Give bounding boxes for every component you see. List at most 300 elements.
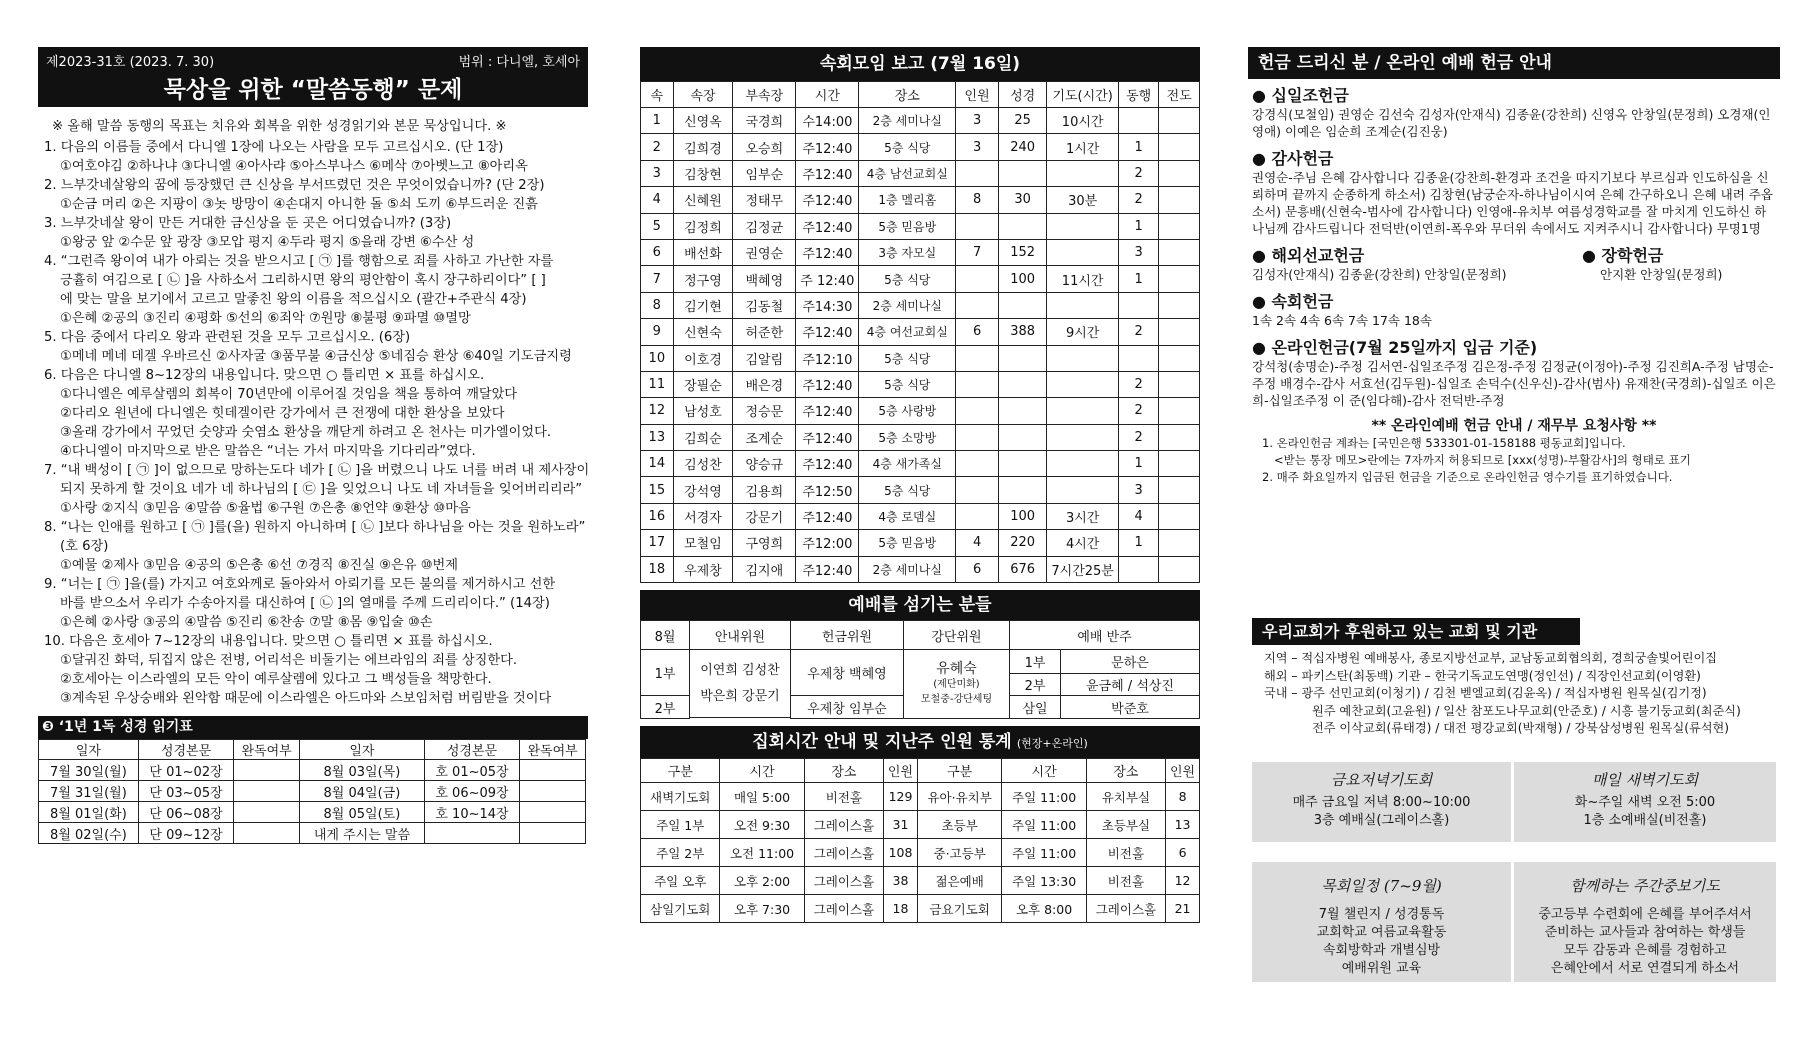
meeting-cell (956, 345, 999, 371)
meeting-cell: 주12:50 (796, 477, 859, 503)
table-row (641, 160, 1200, 186)
meeting-cell: 388 (998, 319, 1046, 345)
meeting-cell (998, 213, 1046, 239)
meeting-cell: 6 (956, 319, 999, 345)
meeting-cell: 주12:40 (796, 451, 859, 477)
meeting-cell (1159, 345, 1200, 371)
meeting-cell (1159, 424, 1200, 450)
meeting-cell: 2층 세미나실 (859, 556, 956, 582)
meeting-cell: 7 (641, 266, 674, 292)
meeting-cell: 정구영 (673, 266, 733, 292)
stats-cell: 그레이스홀 (804, 839, 883, 867)
meeting-report-table (640, 81, 1200, 583)
stats-cell: 비전홀 (804, 783, 883, 811)
offering-header (1248, 47, 1780, 79)
meeting-cell: 1시간 (1047, 134, 1118, 160)
meeting-cell (956, 266, 999, 292)
meeting-column-header: 인원 (956, 82, 999, 108)
meeting-cell: 김기현 (673, 292, 733, 318)
meeting-cell: 주14:30 (796, 292, 859, 318)
reading-plan-column-header: 일자 (300, 740, 425, 760)
meeting-cell (1159, 134, 1200, 160)
meeting-cell: 구영희 (733, 530, 796, 556)
meeting-cell: 17 (641, 530, 674, 556)
meeting-cell (956, 292, 999, 318)
reading-plan-cell: 단 06~08장 (138, 802, 233, 823)
reading-plan-cell (520, 823, 586, 844)
table-row (641, 371, 1200, 397)
question (44, 366, 588, 461)
info-box-line: 7월 챌린지 / 성경통독 (1318, 907, 1445, 922)
meeting-cell: 주12:40 (796, 424, 859, 450)
meeting-cell: 1 (1118, 451, 1159, 477)
meeting-cell: 신현숙 (673, 319, 733, 345)
meeting-cell: 3 (956, 108, 999, 134)
stats-cell: 새벽기도회 (641, 783, 720, 811)
table-row (641, 108, 1200, 134)
sok-heading: ● 속회헌금 (1252, 292, 1334, 311)
meeting-cell (1159, 503, 1200, 529)
meeting-cell: 10 (641, 345, 674, 371)
meeting-cell: 김동철 (733, 292, 796, 318)
stats-cell: 31 (884, 811, 918, 839)
support-line: 전주 이삭교회(류태경) / 대전 평강교회(박재형) / 강북삼성병원 원목실(류석현) (1312, 721, 1730, 735)
meeting-cell (1047, 160, 1118, 186)
meeting-cell: 김정희 (673, 213, 733, 239)
meeting-cell (956, 477, 999, 503)
question-text: 1. 다음의 이름들 중에서 다니엘 1장에 나오는 사람을 모두 고르십시오. (단 1장) (44, 140, 504, 155)
stats-cell: 주일 11:00 (1002, 839, 1086, 867)
meeting-cell (1159, 530, 1200, 556)
question-text-cont: 바를 받으소서 우리가 수송아지를 대신하여 [ ㉡ ]의 열매를 주께 드리리이다.” (14장) (60, 596, 550, 611)
meeting-cell: 5층 식당 (859, 477, 956, 503)
meeting-cell (956, 398, 999, 424)
meeting-cell: 2 (1118, 187, 1159, 213)
meeting-cell (1047, 371, 1118, 397)
meeting-cell: 주 12:40 (796, 266, 859, 292)
meeting-cell: 3시간 (1047, 503, 1118, 529)
meeting-cell (1047, 398, 1118, 424)
stats-cell: 오후 8:00 (1002, 895, 1086, 923)
meeting-cell: 신혜원 (673, 187, 733, 213)
question-text: 5. 다음 중에서 다리오 왕과 관련된 것을 모두 고르십시오. (6장) (44, 330, 411, 345)
servers-offering-header: 헌금위원 (791, 621, 904, 650)
stats-subtitle: (현장+온라인) (1016, 737, 1088, 751)
meeting-cell: 조계순 (733, 424, 796, 450)
meeting-cell: 백혜영 (733, 266, 796, 292)
meeting-cell: 1 (1118, 530, 1159, 556)
meeting-cell: 주12:40 (796, 134, 859, 160)
meeting-column-header: 부속장 (733, 82, 796, 108)
meeting-cell (1159, 239, 1200, 265)
question (44, 575, 588, 632)
stats-cell: 젊은예배 (917, 867, 1002, 895)
meeting-cell: 1 (1118, 134, 1159, 160)
meeting-cell (998, 292, 1046, 318)
meeting-header-row (641, 82, 1200, 108)
question (44, 252, 588, 328)
thanks-heading: ● 감사헌금 (1252, 149, 1334, 168)
meeting-cell: 배은경 (733, 371, 796, 397)
reading-plan-column-header: 성경본문 (424, 740, 519, 760)
stats-column-header: 시간 (1002, 759, 1086, 783)
table-row (641, 895, 1200, 923)
guide-part1: 이연희 김성찬 (700, 662, 780, 678)
meeting-cell: 7 (956, 239, 999, 265)
reading-plan-cell: 단 01~02장 (138, 760, 233, 781)
question-options: ④다니엘이 마지막으로 받은 말씀은 “너는 가서 마지막을 기다리라”였다. (60, 444, 476, 459)
meeting-cell: 허준한 (733, 319, 796, 345)
meeting-cell: 2 (641, 134, 674, 160)
question-text: 2. 느부갓네살왕의 꿈에 등장했던 큰 신상을 부서뜨렸던 것은 무엇이었습니까? (단 2장) (44, 178, 545, 193)
question (44, 328, 588, 366)
info-box-line: 예배위원 교육 (1341, 961, 1422, 976)
info-box (1252, 862, 1511, 982)
servers-altar-header: 강단위원 (904, 621, 1010, 650)
meeting-cell: 5층 소망방 (859, 424, 956, 450)
table-row (641, 556, 1200, 582)
mission-heading: ● 해외선교헌금 (1252, 246, 1365, 265)
reading-plan-column-header: 완독여부 (234, 740, 300, 760)
stats-cell: 그레이스홀 (804, 895, 883, 923)
stats-cell: 삼일기도회 (641, 895, 720, 923)
meeting-cell: 30분 (1047, 187, 1118, 213)
question-options: ③올래 강가에서 꾸었던 숫양과 숫염소 환상을 깨닫게 하려고 온 천사는 미가엘이었다. (60, 425, 552, 440)
meeting-cell (956, 503, 999, 529)
meeting-cell: 5층 믿음방 (859, 530, 956, 556)
question (44, 518, 588, 575)
reading-plan-cell (520, 802, 586, 823)
stats-header (640, 726, 1200, 758)
meeting-cell: 주12:40 (796, 371, 859, 397)
stats-cell: 오후 2:00 (720, 867, 804, 895)
meeting-cell (956, 451, 999, 477)
thanks-names: 권영순-주님 은혜 감사합니다 김종윤(강찬희-환경과 조건을 따지기보다 부르심과 인도하심을 신뢰하며 끝까지 순종하게 하소서) 김창현(남궁순자-하나님이시여 은혜 간구하오니 은혜 내려 주옵소서) 문흥배(신현숙-범사에 감사합니다) 인영애-유치부 여름성경학교를 잘 마치게 인도하신 하나님께 감사드립니다 전덕반(이연희-폭우와 무더위 속에서도 지켜주시니 감사합니다) 무명1명 (1252, 170, 1773, 236)
stats-cell: 주일 13:30 (1002, 867, 1086, 895)
meeting-cell: 5 (641, 213, 674, 239)
meeting-cell (956, 160, 999, 186)
meeting-cell: 김용희 (733, 477, 796, 503)
reading-plan-cell: 8월 03일(목) (300, 760, 425, 781)
meeting-cell (998, 345, 1046, 371)
meeting-cell (956, 371, 999, 397)
meeting-cell: 주12:40 (796, 556, 859, 582)
offering-part1: 우제창 백혜영 (791, 650, 904, 696)
reading-plan-title: ❸ ‘1년 1독 성경 읽기표 (42, 719, 193, 735)
table-row (641, 451, 1200, 477)
meeting-cell: 1 (1118, 213, 1159, 239)
meeting-cell: 2층 세미나실 (859, 292, 956, 318)
meeting-cell: 국경희 (733, 108, 796, 134)
meeting-column-header: 성경 (998, 82, 1046, 108)
meeting-cell: 3 (641, 160, 674, 186)
meeting-cell: 우제창 (673, 556, 733, 582)
tithe-names: 강경식(모철임) 권영순 김선숙 김성자(안재식) 김종윤(강찬희) 신영옥 안창일(문정희) 오경재(인영애) 이예은 임순희 조계순(김진웅) (1252, 107, 1771, 139)
table-row (641, 319, 1200, 345)
quiz-column (38, 0, 588, 844)
spacer-cell (690, 718, 791, 719)
support-line: 지역 – 적십자병원 예배봉사, 종로지방선교부, 교남동교회협의회, 경희궁솔빛어린이집 (1264, 651, 1718, 665)
info-box-line: 준비하는 교사들과 참여하는 학생들 (1544, 925, 1746, 940)
notice-heading: ** 온라인예배 헌금 안내 / 재무부 요청사항 ** (1371, 418, 1657, 434)
info-box-line: 속회방학과 개별심방 (1322, 943, 1441, 958)
reading-plan-cell: 단 09~12장 (138, 823, 233, 844)
stats-header-row (641, 759, 1200, 783)
table-row (39, 781, 586, 802)
table-row (641, 530, 1200, 556)
meeting-cell: 정태무 (733, 187, 796, 213)
question (44, 632, 588, 708)
question-text: 9. “너는 [ ㉠ ]을(를) 가지고 여호와께로 돌아와서 아뢰기를 모든 불의를 제거하시고 선한 (44, 577, 556, 592)
reading-plan-cell: 7월 31일(월) (39, 781, 139, 802)
table-row (641, 424, 1200, 450)
meeting-column-header: 속장 (673, 82, 733, 108)
table-row (39, 760, 586, 781)
info-box-title: 함께하는 주간중보기도 (1570, 877, 1720, 895)
scholar-names: 안지환 안창일(문정희) (1600, 267, 1723, 282)
meeting-cell (998, 451, 1046, 477)
music-part1-name: 문하은 (1061, 650, 1200, 674)
servers-part1: 1부 (641, 650, 690, 696)
meeting-cell: 2 (1118, 424, 1159, 450)
stats-cell: 초등부 (917, 811, 1002, 839)
question-options: ①메네 메네 데겔 우바르신 ②사자굴 ③품무불 ④금신상 ⑤네짐승 환상 ⑥40일 기도금지령 (60, 349, 572, 364)
info-box-line: 은혜안에서 서로 연결되게 하소서 (1550, 961, 1740, 976)
question-text-cont: 긍휼히 여김으로 [ ㉡ ]을 사하소서 그리하시면 왕의 평안함이 혹시 장구하리이다” [ ] (60, 273, 546, 288)
meeting-cell: 5층 믿음방 (859, 213, 956, 239)
stats-cell: 108 (884, 839, 918, 867)
info-box-line: 중고등부 수련회에 은혜를 부어주셔서 (1538, 907, 1752, 922)
meeting-cell: 13 (641, 424, 674, 450)
meeting-cell: 김정균 (733, 213, 796, 239)
stats-cell: 그레이스홀 (1086, 895, 1165, 923)
table-row (641, 187, 1200, 213)
meeting-cell: 25 (998, 108, 1046, 134)
stats-cell: 주일 2부 (641, 839, 720, 867)
support-header (1252, 618, 1580, 645)
support-line: 원주 예찬교회(고윤원) / 일산 참포도나무교회(안준호) / 시흥 불기둥교회(최준식) (1312, 703, 1741, 718)
meeting-cell: 수14:00 (796, 108, 859, 134)
meeting-cell: 7시간25분 (1047, 556, 1118, 582)
table-row (641, 266, 1200, 292)
meeting-cell: 4 (1118, 503, 1159, 529)
meeting-column-header: 전도 (1159, 82, 1200, 108)
question-text: 7. “내 백성이 [ ㉠ ]이 없으므로 망하는도다 네가 [ ㉡ ]을 버렸으니 나도 너를 버려 내 제사장이 (44, 463, 590, 478)
info-box-line: 매주 금요일 저녁 8:00~10:00 (1292, 795, 1471, 810)
stats-cell: 18 (884, 895, 918, 923)
meeting-cell: 주12:40 (796, 319, 859, 345)
support-title: 우리교회가 후원하고 있는 교회 및 기관 (1262, 622, 1538, 641)
meeting-cell (1159, 213, 1200, 239)
offering-title: 헌금 드리신 분 / 온라인 예배 헌금 안내 (1258, 53, 1552, 73)
meeting-cell: 김알림 (733, 345, 796, 371)
meeting-cell (1047, 424, 1118, 450)
stats-cell: 주일 11:00 (1002, 783, 1086, 811)
question-text: 3. 느부갓네살 왕이 만든 거대한 금신상을 둔 곳은 어디였습니까? (3장) (44, 216, 452, 231)
stats-cell: 12 (1166, 867, 1200, 895)
question-text: 4. “그런즉 왕이여 내가 아뢰는 것을 받으시고 [ ㉠ ]를 행함으로 죄를 사하고 가난한 자를 (44, 254, 554, 269)
meeting-cell: 676 (998, 556, 1046, 582)
info-box-line: 교회학교 여름교육활동 (1316, 925, 1447, 940)
meeting-cell (1047, 239, 1118, 265)
sok-list: 1속 2속 4속 6속 7속 17속 18속 (1252, 313, 1432, 328)
stats-cell: 유아·유치부 (917, 783, 1002, 811)
reading-plan-column-header: 성경본문 (138, 740, 233, 760)
table-row (39, 802, 586, 823)
servers-guide-cell (690, 650, 791, 718)
meeting-cell: 2 (1118, 319, 1159, 345)
stats-cell: 6 (1166, 839, 1200, 867)
stats-column-header: 장소 (1086, 759, 1165, 783)
meeting-cell: 16 (641, 503, 674, 529)
reading-plan-cell: 단 03~05장 (138, 781, 233, 802)
table-row (641, 292, 1200, 318)
question-options: ①왕궁 앞 ②수문 앞 광장 ③모압 평지 ④두라 평지 ⑤을래 강변 ⑥수산 성 (60, 235, 475, 250)
stats-cell: 오전 9:30 (720, 811, 804, 839)
stats-cell: 129 (884, 783, 918, 811)
meeting-column-header: 장소 (859, 82, 956, 108)
meeting-cell: 18 (641, 556, 674, 582)
meeting-cell: 4층 남선교회실 (859, 160, 956, 186)
stats-column-header: 시간 (720, 759, 804, 783)
stats-cell: 13 (1166, 811, 1200, 839)
reading-plan-table (38, 739, 586, 844)
mission-scholar-row (1252, 243, 1776, 283)
music-part2: 2부 (1010, 674, 1061, 696)
question-options: ①은혜 ②사랑 ③공의 ④말씀 ⑤진리 ⑥찬송 ⑦말 ⑧몸 ⑨입술 ⑩손 (60, 615, 433, 630)
meeting-cell: 1층 멜리홈 (859, 187, 956, 213)
meeting-cell: 배선화 (673, 239, 733, 265)
servers-music-header: 예배 반주 (1010, 621, 1200, 650)
support-list (1264, 650, 1774, 738)
reading-plan-cell: 8월 01일(화) (39, 802, 139, 823)
question (44, 214, 588, 252)
stats-cell: 주일 오후 (641, 867, 720, 895)
info-box-line: 3층 예배실(그레이스홀) (1313, 813, 1450, 828)
meeting-cell (1159, 187, 1200, 213)
question-options: ①여호야김 ②하나냐 ③다니엘 ④아사랴 ⑤아스부나스 ⑥메삭 ⑦아벳느고 ⑧아리옥 (60, 159, 528, 174)
stats-cell: 그레이스홀 (804, 867, 883, 895)
meeting-cell: 5층 식당 (859, 345, 956, 371)
servers-header (640, 590, 1200, 620)
servers-table (640, 620, 1200, 719)
meeting-cell: 3층 자모실 (859, 239, 956, 265)
question-text: 10. 다음은 호세아 7~12장의 내용입니다. 맞으면 ○ 틀리면 × 표를 하십시오. (44, 634, 493, 649)
meeting-cell: 김성찬 (673, 451, 733, 477)
reading-plan-cell: 호 06~09장 (424, 781, 519, 802)
guide-part2: 박은희 강문기 (700, 688, 780, 704)
music-part2-name: 윤금혜 / 석상진 (1061, 674, 1200, 696)
meeting-cell (998, 424, 1046, 450)
servers-guide-header: 안내위원 (690, 621, 791, 650)
meeting-cell (998, 477, 1046, 503)
table-row (641, 345, 1200, 371)
meeting-column-header: 시간 (796, 82, 859, 108)
meeting-cell: 주12:40 (796, 398, 859, 424)
music-part1: 1부 (1010, 650, 1061, 674)
info-box-title: 금요저녁기도회 (1330, 771, 1433, 789)
meeting-cell: 5층 사랑방 (859, 398, 956, 424)
stats-cell: 비전홀 (1086, 867, 1165, 895)
tithe-heading: ● 십일조헌금 (1252, 86, 1349, 105)
question-text-cont: 되지 못하게 할 것이요 네가 네 하나님의 [ ㉢ ]을 잊었으니 나도 네 자녀들을 잊어버리리라” (60, 482, 583, 497)
stats-column-header: 인원 (1166, 759, 1200, 783)
stats-column-header: 인원 (884, 759, 918, 783)
reading-plan-column-header: 일자 (39, 740, 139, 760)
meeting-cell: 9 (641, 319, 674, 345)
meeting-cell: 강문기 (733, 503, 796, 529)
meeting-cell: 9시간 (1047, 319, 1118, 345)
meeting-cell (1159, 160, 1200, 186)
notice-1b: <받는 통장 메모>란에는 7자까지 허용되므로 [xxx(성명)-부활감사]의 형태로 표기 (1274, 453, 1691, 467)
meeting-cell: 임부순 (733, 160, 796, 186)
meeting-cell (1047, 292, 1118, 318)
music-part3: 삼일 (1010, 696, 1061, 719)
meeting-cell: 권영순 (733, 239, 796, 265)
meeting-cell: 3 (956, 134, 999, 160)
info-box-title: 목회일정 (7~9월) (1321, 877, 1442, 895)
question-options: ①사랑 ②지식 ③믿음 ④말씀 ⑤율법 ⑥구원 ⑦은총 ⑧언약 ⑨환상 ⑩마음 (60, 501, 471, 516)
servers-altar-cell (904, 650, 1010, 719)
reading-plan-cell (234, 760, 300, 781)
meeting-cell: 2층 세미나실 (859, 108, 956, 134)
altar-name: 유혜숙 (936, 660, 977, 677)
meeting-cell: 6 (956, 556, 999, 582)
meeting-column-header: 동행 (1118, 82, 1159, 108)
meeting-cell: 100 (998, 503, 1046, 529)
notice-1: 1. 온라인헌금 계좌는 [국민은행 533301-01-158188 평동교회]입니다. (1262, 436, 1626, 450)
meeting-cell: 1 (641, 108, 674, 134)
reading-plan-cell: 호 10~14장 (424, 802, 519, 823)
meeting-cell: 오승희 (733, 134, 796, 160)
mission-block (1252, 243, 1582, 283)
meeting-cell (1047, 213, 1118, 239)
meeting-cell: 15 (641, 477, 674, 503)
meeting-cell: 주12:40 (796, 187, 859, 213)
stats-cell: 그레이스홀 (804, 811, 883, 839)
meeting-cell: 1 (1118, 266, 1159, 292)
reading-plan-column-header: 완독여부 (520, 740, 586, 760)
meeting-cell: 주12:40 (796, 160, 859, 186)
offering-column (1248, 0, 1780, 976)
question-options: ①달궈진 화덕, 뒤집지 않은 전병, 어리석은 비둘기는 에브라임의 죄를 상징한다. (60, 653, 518, 668)
question (44, 176, 588, 214)
scripture-range: 범위 : 다니엘, 호세아 (458, 55, 580, 70)
meeting-cell: 2 (1118, 398, 1159, 424)
stats-cell: 21 (1166, 895, 1200, 923)
reading-plan-cell: 8월 05일(토) (300, 802, 425, 823)
meeting-cell: 220 (998, 530, 1046, 556)
meeting-column-header: 기도(시간) (1047, 82, 1118, 108)
table-row (641, 867, 1200, 895)
meeting-cell: 4 (956, 530, 999, 556)
meeting-cell: 30 (998, 187, 1046, 213)
question-text-cont: 에 맞는 말을 보기에서 고르고 말좋친 왕의 이름을 적으십시오 (괄간+주관식 4장) (60, 292, 527, 307)
meeting-cell: 11 (641, 371, 674, 397)
altar-sub: (제단미화) (933, 678, 980, 690)
meeting-cell (1159, 451, 1200, 477)
question-text: 6. 다음은 다니엘 8~12장의 내용입니다. 맞으면 ○ 틀리면 × 표를 하십시오. (44, 368, 485, 383)
issue-number: 제2023-31호 (2023. 7. 30) (46, 55, 215, 70)
servers-month: 8월 (641, 621, 690, 650)
table-row (641, 477, 1200, 503)
question-options: (호 6장) (60, 539, 109, 554)
meeting-cell: 6 (641, 239, 674, 265)
stats-cell: 주일 11:00 (1002, 811, 1086, 839)
info-box-line: 1층 소예배실(비전홀) (1583, 813, 1707, 828)
meeting-cell (1159, 292, 1200, 318)
offering-list (1248, 79, 1780, 486)
